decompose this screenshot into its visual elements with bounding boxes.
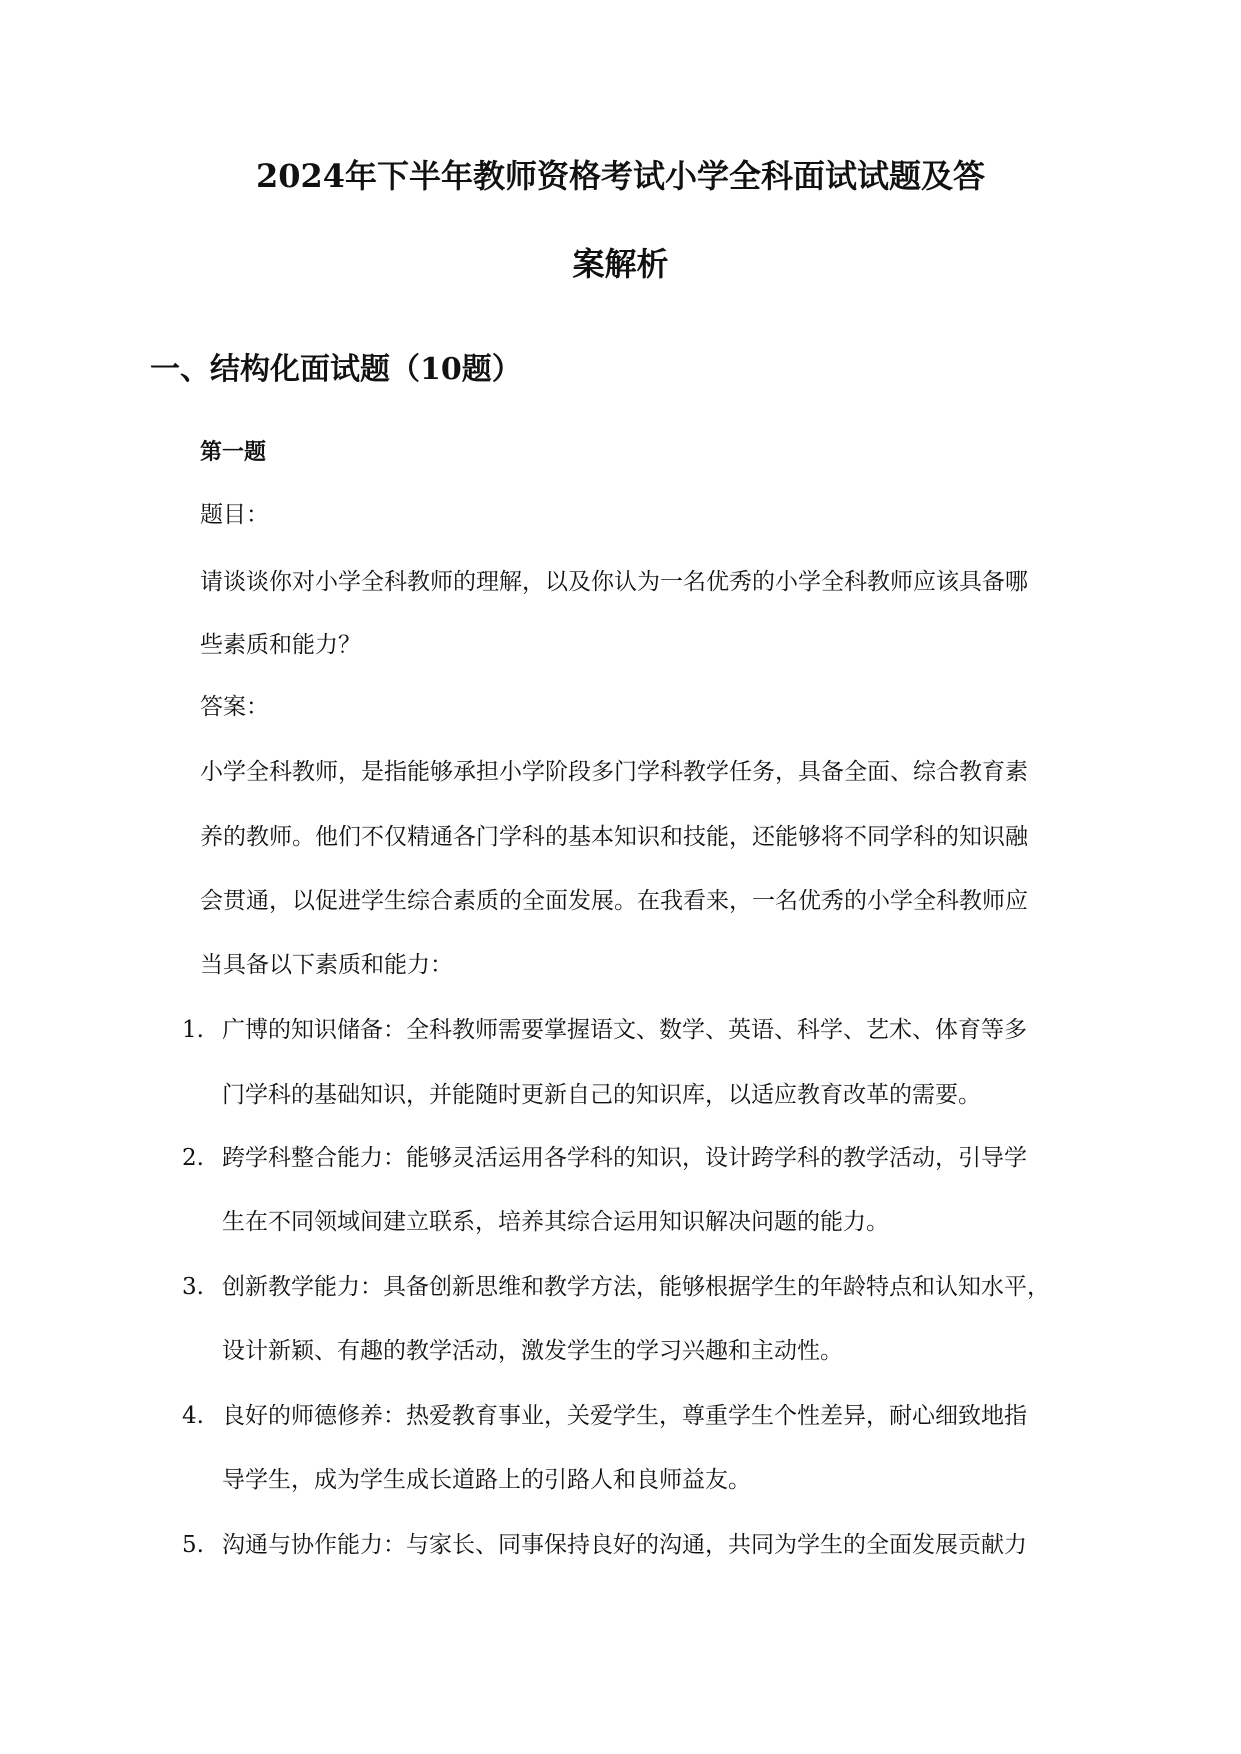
answer-label: 答案： (200, 694, 269, 720)
answer-intro-line-3: 会贯通，以促进学生综合素质的全面发展。在我看来，一名优秀的小学全科教师应 (200, 888, 1028, 914)
prompt-line-1: 请谈谈你对小学全科教师的理解，以及你认为一名优秀的小学全科教师应该具备哪 (200, 569, 1028, 595)
answer-intro-line-4: 当具备以下素质和能力： (200, 952, 453, 978)
list-item-text-line: 广博的知识储备：全科教师需要掌握语文、数学、英语、科学、艺术、体育等多 (222, 1017, 1027, 1043)
list-item-number: 3. (182, 1274, 204, 1300)
list-item-text-line: 导学生，成为学生成长道路上的引路人和良师益友。 (222, 1467, 751, 1493)
section-heading: 一、结构化面试题（10题） (150, 352, 522, 387)
list-item-number: 4. (182, 1403, 204, 1429)
prompt-label: 题目： (200, 502, 269, 528)
list-item-text-line: 设计新颖、有趣的教学活动，激发学生的学习兴趣和主动性。 (222, 1338, 843, 1364)
list-item-number: 1. (182, 1017, 204, 1043)
document-title-line-2: 案解析 (572, 245, 669, 283)
prompt-line-2: 些素质和能力？ (200, 632, 361, 658)
list-item-text-line: 跨学科整合能力：能够灵活运用各学科的知识，设计跨学科的教学活动，引导学 (222, 1145, 1027, 1171)
list-item-text-line: 创新教学能力：具备创新思维和教学方法，能够根据学生的年龄特点和认知水平， (222, 1274, 1050, 1300)
document-title-line-1: 2024年下半年教师资格考试小学全科面试试题及答 (255, 157, 986, 195)
list-item-text-line: 门学科的基础知识，并能随时更新自己的知识库，以适应教育改革的需要。 (222, 1082, 981, 1108)
list-item-number: 5. (182, 1532, 204, 1558)
list-item-text-line: 良好的师德修养：热爱教育事业，关爱学生，尊重学生个性差异，耐心细致地指 (222, 1403, 1027, 1429)
list-item-number: 2. (182, 1145, 204, 1171)
list-item-text-line: 沟通与协作能力：与家长、同事保持良好的沟通，共同为学生的全面发展贡献力 (222, 1532, 1027, 1558)
answer-intro-line-2: 养的教师。他们不仅精通各门学科的基本知识和技能，还能够将不同学科的知识融 (200, 824, 1028, 850)
question-heading: 第一题 (200, 439, 267, 465)
list-item-text-line: 生在不同领域间建立联系，培养其综合运用知识解决问题的能力。 (222, 1209, 889, 1235)
answer-intro-line-1: 小学全科教师，是指能够承担小学阶段多门学科教学任务，具备全面、综合教育素 (200, 759, 1028, 785)
